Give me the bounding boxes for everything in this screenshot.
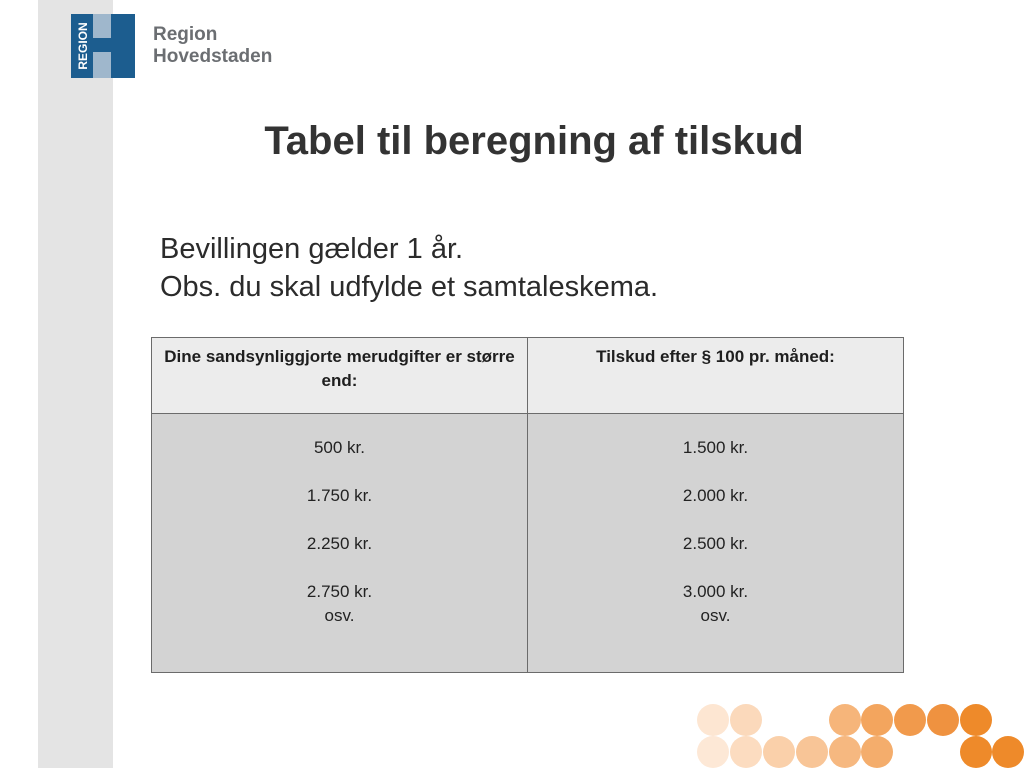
- slide-title: Tabel til beregning af tilskud: [264, 119, 804, 163]
- table-body-row: [152, 414, 904, 673]
- decor-dot: [861, 704, 893, 736]
- subsidy-value: 3.000 kr.: [682, 582, 749, 601]
- header-extra-expenses: Dine sandsynliggjorte merudgifter er større end:: [152, 338, 528, 414]
- decor-dot: [730, 704, 762, 736]
- expense-value: 1.750 kr.: [306, 486, 373, 505]
- side-band: [38, 0, 113, 768]
- decor-dot: [730, 736, 762, 768]
- intro-line-2: Obs. du skal udfylde et samtaleskema.: [160, 271, 659, 303]
- decor-dot: [697, 704, 729, 736]
- header-monthly-subsidy: Tilskud efter § 100 pr. måned:: [528, 338, 904, 414]
- decor-dot: [697, 736, 729, 768]
- decor-dot: [960, 736, 992, 768]
- intro-text: [160, 230, 658, 306]
- decor-dot: [894, 704, 926, 736]
- logo-name-line1: Region: [153, 24, 218, 45]
- decor-dot: [796, 736, 828, 768]
- expense-value: 500 kr.: [313, 438, 366, 457]
- expense-value: 2.250 kr.: [306, 534, 373, 553]
- logo-name-line2: Hovedstaden: [153, 46, 273, 67]
- expense-value: 2.750 kr.: [306, 582, 373, 601]
- decor-dot: [829, 704, 861, 736]
- region-logo: [71, 14, 301, 80]
- subsidy-continuation: osv.: [700, 606, 731, 625]
- decor-dot: [960, 704, 992, 736]
- decor-dot: [927, 704, 959, 736]
- decor-dot: [992, 736, 1024, 768]
- expenses-column: [152, 414, 528, 673]
- expense-continuation: osv.: [324, 606, 355, 625]
- subsidy-value: 1.500 kr.: [682, 438, 749, 457]
- decor-dot: [829, 736, 861, 768]
- logo-mark-text: REGION: [76, 22, 90, 70]
- logo-wordmark: [153, 24, 272, 68]
- subsidy-value: 2.000 kr.: [682, 486, 749, 505]
- subsidy-value: 2.500 kr.: [682, 534, 749, 553]
- region-h-logo-icon: [71, 14, 135, 78]
- decor-dot: [763, 736, 795, 768]
- table-header-row: [152, 338, 904, 414]
- subsidy-table: [151, 337, 904, 673]
- intro-line-1: Bevillingen gælder 1 år.: [160, 233, 464, 265]
- decor-dot: [861, 736, 893, 768]
- subsidy-column: [528, 414, 904, 673]
